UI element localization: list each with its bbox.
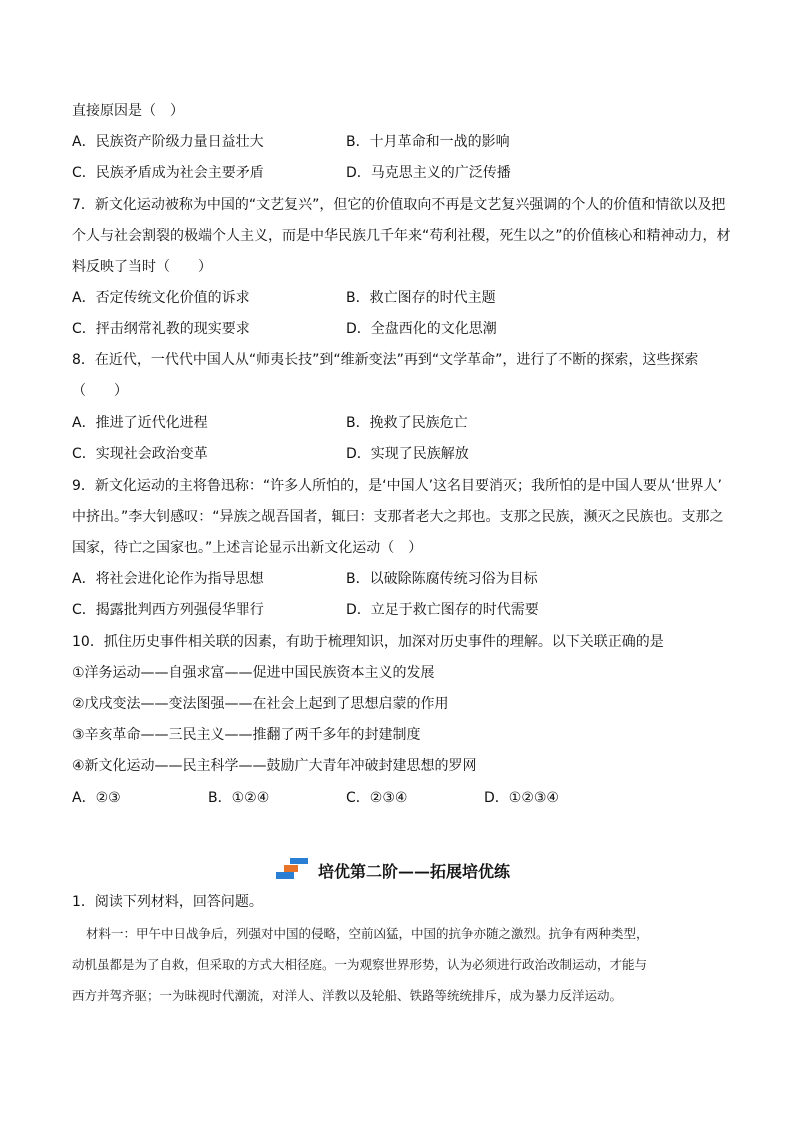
material-line-2: 动机虽都是为了自救，但采取的方式大相径庭。一为观察世界形势，认为必须进行政治改制运动，才能与 [72,957,648,972]
question-7-line-3: 料反映了当时（ ） [72,259,212,275]
question-10-stem: 10．抓住历史事件相关联的因素，有助于梳理知识，加深对历史事件的理解。以下关联正确的是 [72,634,664,650]
question-7-line-2: 个人与社会割裂的极端个人主义，而是中华民族几千年来“苟利社稷，死生以之”的价值核心和精神动力，材 [72,228,731,244]
q10-option-a: A．②③ [72,790,121,806]
q6-option-b: B．十月革命和一战的影响 [346,134,510,150]
q7-option-d: D．全盘西化的文化思潮 [346,321,497,337]
question-7-line-1: 7．新文化运动被称为中国的“文艺复兴”，但它的价值取向不再是文艺复兴强调的个人的价值和情欲以及把 [72,197,726,213]
q7-option-b: B．救亡图存的时代主题 [346,290,496,306]
q10-statement-3: ③辛亥革命——三民主义——推翻了两千多年的封建制度 [72,727,421,743]
q8-option-b: B．挽救了民族危亡 [346,415,468,431]
q6-option-c: C．民族矛盾成为社会主要矛盾 [72,165,264,181]
question-8-line-1: 8．在近代，一代代中国人从“师夷长技”到“维新变法”再到“文学革命”，进行了不断的探索，这些探索 [72,352,699,368]
question-9-line-1: 9．新文化运动的主将鲁迅称：“许多人所怕的，是‘中国人’这名目要消灭；我所怕的是中国人要从‘世界人’ [72,478,722,494]
q10-option-d: D．①②③④ [484,790,559,806]
question-6-stem-tail: 直接原因是（ ） [72,103,184,119]
question-9-line-2: 中挤出。”李大钊感叹：“异族之觇吾国者，辄曰：支那者老大之邦也。支那之民族，濒灭之民族也。支那之 [72,509,724,525]
q6-option-a: A．民族资产阶级力量日益壮大 [72,134,264,150]
section-heading [276,858,510,882]
part2-question-1-stem: 1．阅读下列材料，回答问题。 [72,894,263,910]
q7-option-c: C．抨击纲常礼教的现实要求 [72,321,250,337]
q7-option-a: A．否定传统文化价值的诉求 [72,290,250,306]
q10-option-c: C．②③④ [346,790,408,806]
q9-option-b: B．以破除陈腐传统习俗为目标 [346,571,538,587]
q9-option-d: D．立足于救亡图存的时代需要 [346,602,539,618]
question-9-line-3: 国家，待亡之国家也。”上述言论显示出新文化运动（ ） [72,540,423,556]
section-title: 培优第二阶——拓展培优练 [318,861,511,881]
q9-option-c: C．揭露批判西方列强侵华罪行 [72,602,264,618]
question-8-line-2: （ ） [72,383,128,399]
q8-option-c: C．实现社会政治变革 [72,446,208,462]
material-line-3: 西方并驾齐驱；一为昧视时代潮流，对洋人、洋教以及轮船、铁路等统统排斥，成为暴力反洋运动。 [72,988,623,1003]
q9-option-a: A．将社会进化论作为指导思想 [72,571,264,587]
q6-option-d: D．马克思主义的广泛传播 [346,165,511,181]
q8-option-a: A．推进了近代化进程 [72,415,208,431]
material-line-1: 材料一：甲午中日战争后，列强对中国的侵略，空前凶猛，中国的抗争亦随之激烈。抗争有两种类型， [86,926,649,941]
q10-statement-2: ②戊戌变法——变法图强——在社会上起到了思想启蒙的作用 [72,696,449,712]
q10-statement-1: ①洋务运动——自强求富——促进中国民族资本主义的发展 [72,665,435,681]
q8-option-d: D．实现了民族解放 [346,446,469,462]
q10-option-b: B．①②④ [208,790,270,806]
section-logo-icon [276,858,310,882]
q10-statement-4: ④新文化运动——民主科学——鼓励广大青年冲破封建思想的罗网 [72,758,477,774]
